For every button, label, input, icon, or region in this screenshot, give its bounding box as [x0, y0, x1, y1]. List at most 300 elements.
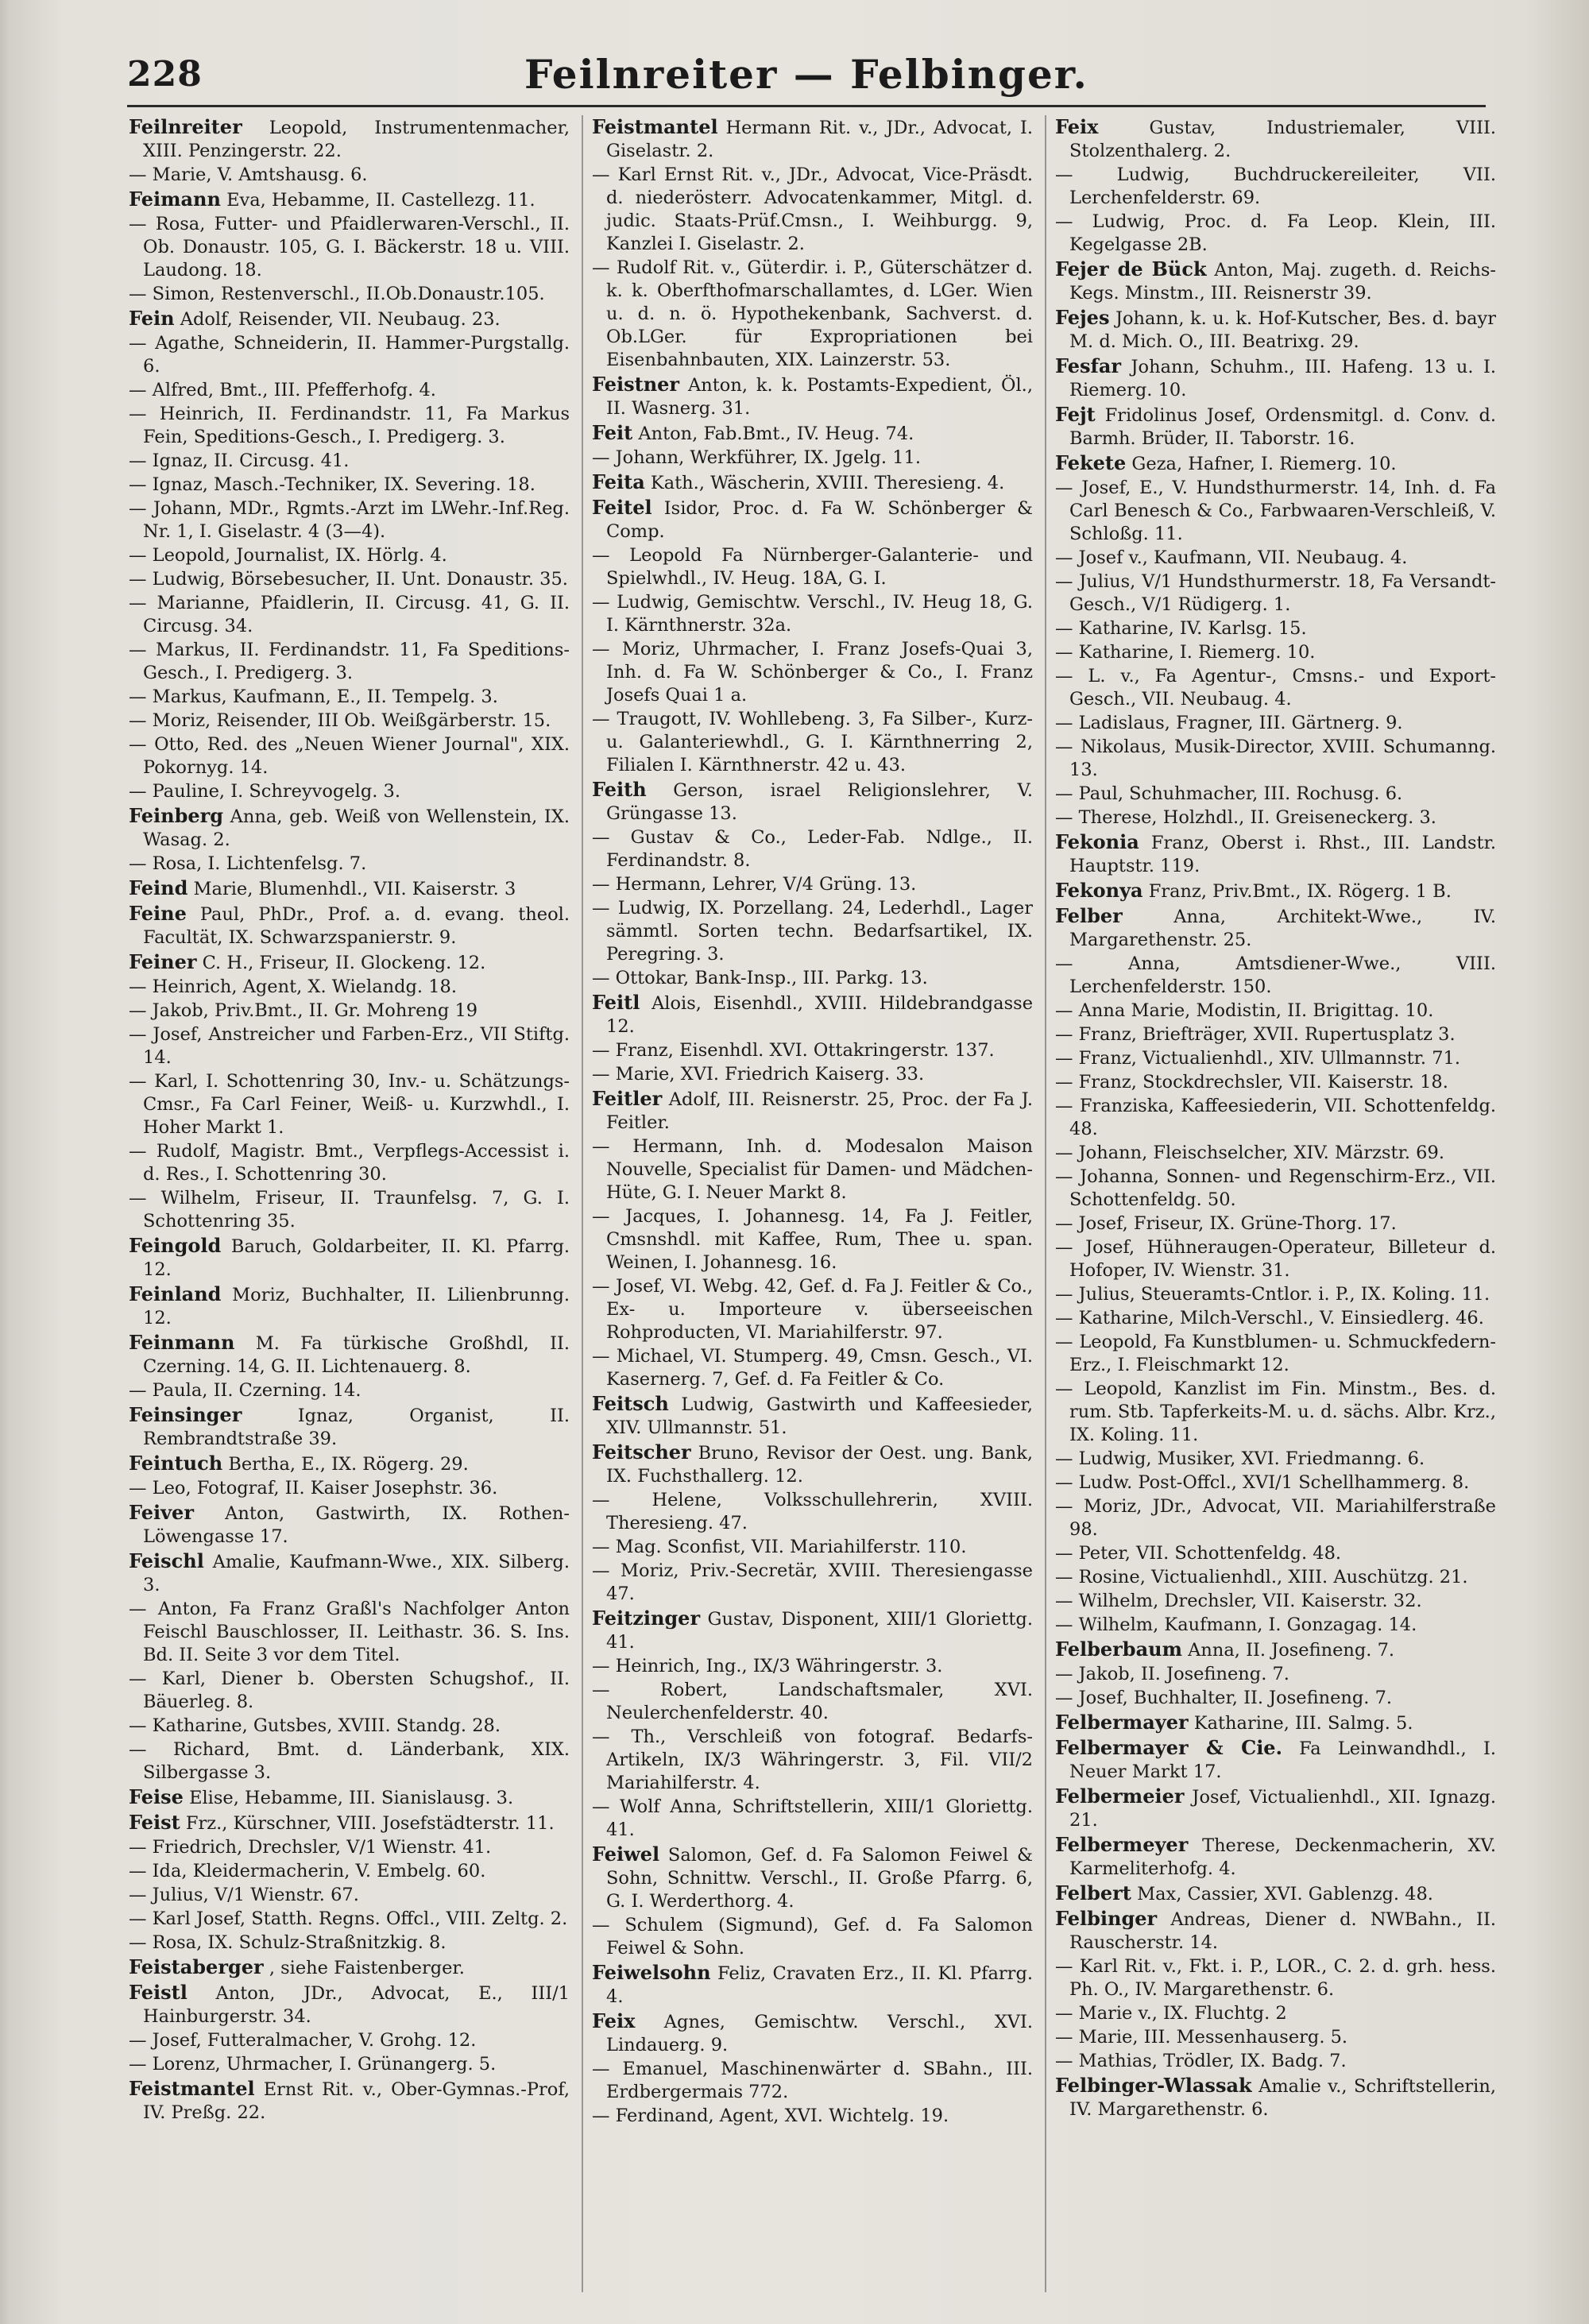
entry-text: Amalie v., Schriftstellerin, IV. Margarethenstr. 6. — [1069, 2076, 1496, 2120]
directory-entry — [1055, 879, 1496, 903]
directory-subentry — [129, 1908, 570, 1931]
directory-subentry — [129, 403, 570, 449]
entry-text: Salomon, Gef. d. Fa Salomon Feiwel & Sohn, Schnittw. Verschl., II. Große Pfarrg. 6, G. I. Werderthorg. 4. — [606, 1845, 1033, 1912]
entry-text: Gustav, Disponent, XIII/1 Gloriettg. 41. — [606, 1609, 1033, 1653]
entry-surname: Fejer de Bück — [1055, 257, 1207, 280]
entry-text: — Marie, V. Amtshausg. 6. — [129, 164, 368, 185]
directory-subentry — [129, 853, 570, 876]
entry-text: — Josef, VI. Webg. 42, Gef. d. Fa J. Feitler & Co., Ex- u. Importeure v. überseeischen Rohproducten, VI. Mariahilferstr. 97. — [592, 1276, 1033, 1343]
directory-subentry — [592, 591, 1033, 637]
entry-surname: Fejt — [1055, 403, 1096, 426]
entry-text: Johann, k. u. k. Hof-Kutscher, Bes. d. bayr M. d. Mich. O., III. Beatrixg. 29. — [1069, 308, 1496, 352]
directory-subentry — [1055, 1095, 1496, 1141]
directory-subentry — [592, 897, 1033, 966]
directory-entry — [592, 1392, 1033, 1440]
directory-subentry — [1055, 953, 1496, 999]
entry-text: — L. v., Fa Agentur-, Cmsns.- und Export-Gesch., VII. Neubaug. 4. — [1055, 666, 1496, 710]
directory-subentry — [129, 2053, 570, 2076]
directory-entry — [129, 1452, 570, 1476]
directory-entry — [592, 373, 1033, 420]
column-left — [129, 115, 570, 2292]
entry-text: M. Fa türkische Großhdl, II. Czerning. 14, G. II. Lichtenauerg. 8. — [143, 1333, 570, 1377]
entry-surname: Felbinger-Wlassak — [1055, 2074, 1252, 2097]
directory-subentry — [129, 1598, 570, 1667]
entry-text: Josef, Victualienhdl., XII. Ignazg. 21. — [1069, 1787, 1496, 1831]
entry-text: — Paul, Schuhmacher, III. Rochusg. 6. — [1055, 783, 1403, 804]
entry-surname: Feitsch — [592, 1392, 669, 1415]
directory-subentry — [592, 1063, 1033, 1086]
directory-subentry — [1055, 2050, 1496, 2073]
entry-text: Moriz, Buchhalter, II. Lilienbrunng. 12. — [143, 1285, 570, 1328]
column-divider — [1045, 115, 1046, 2292]
directory-subentry — [592, 1655, 1033, 1678]
directory-entry — [129, 1331, 570, 1379]
entry-surname: Felbinger — [1055, 1907, 1158, 1930]
entry-text: — Jakob, II. Josefineng. 7. — [1055, 1664, 1289, 1684]
entry-text: — Josef, E., V. Hundsthurmerstr. 14, Inh. d. Fa Carl Benesch & Co., Farbwaaren-Verschleiß, V. Schloßg. 11. — [1055, 478, 1496, 544]
directory-entry — [1055, 451, 1496, 476]
directory-subentry — [129, 1140, 570, 1186]
directory-entry — [592, 470, 1033, 495]
directory-subentry — [1055, 1236, 1496, 1282]
directory-subentry — [1055, 2002, 1496, 2025]
entry-text: — Jacques, I. Johannesg. 14, Fa J. Feitler, Cmsnshdl. mit Kaffee, Rum, Thee u. span. Weinen, I. Johannesg. 16. — [592, 1206, 1033, 1273]
entry-text: Kath., Wäscherin, XVIII. Theresieng. 4. — [650, 473, 1005, 493]
entry-text: — Marie, XVI. Friedrich Kaiserg. 33. — [592, 1064, 925, 1085]
entry-text: Feliz, Cravaten Erz., II. Kl. Pfarrg. 4. — [606, 1963, 1033, 2007]
running-head: Feilnreiter — Felbinger. — [524, 51, 1088, 98]
directory-subentry — [592, 164, 1033, 256]
entry-text: Johann, Schuhm., III. Hafeng. 13 u. I. Riemerg. 10. — [1069, 357, 1496, 400]
entry-text: — Karl, Diener b. Obersten Schugshof., II. Bäuerleg. 8. — [129, 1669, 570, 1712]
entry-text: — Lorenz, Uhrmacher, I. Grünangerg. 5. — [129, 2054, 497, 2075]
entry-text: C. H., Friseur, II. Glockeng. 12. — [202, 953, 486, 973]
directory-subentry — [592, 873, 1033, 896]
entry-text: Fridolinus Josef, Ordensmitgl. d. Conv. d. Barmh. Brüder, II. Taborstr. 16. — [1069, 405, 1496, 449]
directory-subentry — [129, 733, 570, 779]
entry-text: Fa Leinwandhdl., I. Neuer Markt 17. — [1069, 1738, 1496, 1782]
directory-entry — [129, 1403, 570, 1451]
directory-entry — [592, 1607, 1033, 1654]
entry-surname: Feinberg — [129, 804, 224, 827]
directory-entry — [129, 1811, 570, 1835]
directory-subentry — [1055, 1687, 1496, 1710]
directory-subentry — [592, 1560, 1033, 1606]
entry-surname: Felbert — [1055, 1881, 1131, 1904]
directory-subentry — [129, 1932, 570, 1955]
entry-surname: Feiver — [129, 1501, 194, 1524]
directory-entry — [129, 876, 570, 901]
directory-subentry — [129, 568, 570, 591]
directory-subentry — [592, 1345, 1033, 1391]
directory-subentry — [1055, 1000, 1496, 1023]
directory-subentry — [592, 1489, 1033, 1535]
entry-text: — Karl Josef, Statth. Regns. Offcl., VIII. Zeltg. 2. — [129, 1908, 568, 1929]
entry-text: — Therese, Holzhdl., II. Greiseneckerg. 3. — [1055, 807, 1436, 828]
entry-text: — Jakob, Priv.Bmt., II. Gr. Mohreng 19 — [129, 1000, 478, 1021]
entry-text: Bruno, Revisor der Oest. ung. Bank, IX. Fuchsthallerg. 12. — [606, 1443, 1033, 1487]
entry-text: Therese, Deckenmacherin, XV. Karmeliterhofg. 4. — [1069, 1835, 1496, 1879]
directory-entry — [1055, 1833, 1496, 1881]
directory-entry — [1055, 1638, 1496, 1662]
directory-subentry — [1055, 641, 1496, 664]
entry-text: — Paula, II. Czerning. 14. — [129, 1380, 361, 1401]
entry-text: — Leopold, Journalist, IX. Hörlg. 4. — [129, 545, 447, 566]
entry-text: Anton, Gastwirth, IX. Rothen-Löwengasse 17. — [143, 1503, 570, 1547]
entry-text: Alois, Eisenhdl., XVIII. Hildebrandgasse 12. — [606, 993, 1033, 1037]
directory-entry — [129, 307, 570, 331]
entry-text: — Schulem (Sigmund), Gef. d. Fa Salomon Feiwel & Sohn. — [592, 1915, 1033, 1959]
directory-subentry — [592, 257, 1033, 372]
entry-text: — Mathias, Trödler, IX. Badg. 7. — [1055, 2051, 1347, 2071]
directory-subentry — [129, 2029, 570, 2052]
directory-entry — [129, 1282, 570, 1330]
entry-text: Leopold, Instrumentenmacher, XIII. Penzingerstr. 22. — [143, 118, 570, 161]
directory-subentry — [592, 2058, 1033, 2104]
entry-text: — Rosine, Victualienhdl., XIII. Auschützg. 21. — [1055, 1567, 1468, 1587]
entry-text: — Moriz, Priv.-Secretär, XVIII. Theresiengasse 47. — [592, 1560, 1033, 1604]
entry-text: — Agathe, Schneiderin, II. Hammer-Purgstallg. 6. — [129, 333, 570, 377]
directory-entry — [129, 1785, 570, 1810]
directory-subentry — [129, 497, 570, 543]
entry-surname: Feinsinger — [129, 1403, 242, 1426]
directory-subentry — [129, 450, 570, 473]
entry-text: — Mag. Sconfist, VII. Mariahilferstr. 110. — [592, 1537, 967, 1557]
directory-subentry — [129, 710, 570, 733]
entry-text: — Julius, V/1 Wienstr. 67. — [129, 1885, 359, 1905]
entry-text: — Th., Verschleiß von fotograf. Bedarfs-Artikeln, IX/3 Währingerstr. 3, Fil. VII/2 Mariahilferstr. 4. — [592, 1727, 1033, 1793]
entry-text: Anton, JDr., Advocat, E., III/1 Hainburgerstr. 34. — [143, 1983, 570, 2027]
directory-subentry — [1055, 736, 1496, 782]
entry-text: — Richard, Bmt. d. Länderbank, XIX. Silbergasse 3. — [129, 1739, 570, 1783]
entry-text: — Julius, Steueramts-Cntlor. i. P., IX. Koling. 11. — [1055, 1284, 1490, 1305]
entry-text: — Anna Marie, Modistin, II. Brigittag. 10. — [1055, 1000, 1434, 1021]
column-divider — [582, 115, 583, 2292]
directory-entry — [1055, 1881, 1496, 1906]
entry-surname: Feischl — [129, 1549, 204, 1572]
directory-entry — [1055, 1785, 1496, 1832]
entry-text: Baruch, Goldarbeiter, II. Kl. Pfarrg. 12. — [143, 1236, 570, 1280]
directory-subentry — [1055, 1566, 1496, 1589]
entry-surname: Felbermayer — [1055, 1711, 1189, 1734]
entry-text: — Peter, VII. Schottenfeldg. 48. — [1055, 1543, 1342, 1564]
directory-entry — [592, 1843, 1033, 1913]
entry-text: — Ida, Kleidermacherin, V. Embelg. 60. — [129, 1861, 486, 1881]
entry-text: — Gustav & Co., Leder-Fab. Ndlge., II. Ferdinandstr. 8. — [592, 827, 1033, 871]
entry-text: — Rosa, IX. Schulz-Straßnitzkig. 8. — [129, 1932, 447, 1953]
directory-subentry — [129, 639, 570, 685]
entry-text: Ludwig, Gastwirth und Kaffeesieder, XIV. Ullmannstr. 51. — [606, 1394, 1033, 1438]
entry-surname: Feintuch — [129, 1452, 223, 1475]
entry-text: — Josef, Hühneraugen-Operateur, Billeteur d. Hofoper, IV. Wienstr. 31. — [1055, 1237, 1496, 1281]
directory-entry — [1055, 1907, 1496, 1955]
directory-subentry — [1055, 164, 1496, 210]
directory-subentry — [129, 1023, 570, 1069]
directory-entry — [1055, 115, 1496, 163]
entry-text: Ignaz, Organist, II. Rembrandtstraße 39. — [143, 1406, 570, 1449]
directory-entry — [129, 1234, 570, 1282]
entry-surname: Felbermeyer — [1055, 1833, 1189, 1856]
directory-subentry — [1055, 1212, 1496, 1235]
entry-surname: Feimann — [129, 188, 221, 211]
entry-text: — Johann, Fleischselcher, XIV. Märzstr. 69. — [1055, 1143, 1444, 1163]
entry-text: — Leo, Fotograf, II. Kaiser Josephstr. 36. — [129, 1478, 498, 1498]
directory-subentry — [1055, 1166, 1496, 1212]
directory-subentry — [592, 1135, 1033, 1205]
entry-text: — Johann, MDr., Rgmts.-Arzt im LWehr.-Inf.Reg. Nr. 1, I. Giselastr. 4 (3—4). — [129, 498, 570, 542]
entry-text: — Moriz, JDr., Advocat, VII. Mariahilferstraße 98. — [1055, 1496, 1496, 1540]
entry-text: , siehe Faistenberger. — [269, 1958, 465, 1978]
entry-text: — Josef v., Kaufmann, VII. Neubaug. 4. — [1055, 547, 1408, 568]
directory-subentry — [1055, 1023, 1496, 1046]
directory-subentry — [592, 826, 1033, 872]
directory-subentry — [129, 283, 570, 306]
entry-surname: Feix — [1055, 115, 1099, 138]
entry-surname: Feith — [592, 778, 647, 801]
directory-entry — [129, 115, 570, 163]
entry-text: — Leopold, Fa Kunstblumen- u. Schmuckfedern-Erz., I. Fleischmarkt 12. — [1055, 1332, 1496, 1375]
entry-surname: Felber — [1055, 904, 1123, 927]
directory-entry — [129, 1549, 570, 1597]
directory-entry — [1055, 904, 1496, 952]
directory-subentry — [592, 544, 1033, 590]
entry-text: — Franziska, Kaffeesiederin, VII. Schottenfeldg. 48. — [1055, 1096, 1496, 1139]
column-middle — [592, 115, 1033, 2292]
directory-subentry — [129, 1187, 570, 1233]
entry-text: — Johann, Werkführer, IX. Jgelg. 11. — [592, 447, 922, 468]
directory-subentry — [1055, 1542, 1496, 1565]
entry-text: — Emanuel, Maschinenwärter d. SBahn., III. Erdbergermais 772. — [592, 2059, 1033, 2102]
entry-surname: Feix — [592, 2009, 636, 2032]
entry-text: — Friedrich, Drechsler, V/1 Wienstr. 41. — [129, 1837, 492, 1858]
directory-subentry — [1055, 1471, 1496, 1495]
entry-text: Anna, Architekt-Wwe., IV. Margarethenstr. 25. — [1069, 907, 1496, 950]
entry-text: — Robert, Landschaftsmaler, XVI. Neulerchenfelderstr. 40. — [592, 1680, 1033, 1723]
directory-subentry — [592, 708, 1033, 777]
entry-text: — Hermann, Lehrer, V/4 Grüng. 13. — [592, 874, 917, 895]
entry-surname: Fekonia — [1055, 830, 1139, 853]
entry-text: — Michael, VI. Stumperg. 49, Cmsn. Gesch., VI. Kasernerg. 7, Gef. d. Fa Feitler & Co. — [592, 1346, 1033, 1390]
entry-surname: Felbermayer & Cie. — [1055, 1736, 1282, 1759]
directory-subentry — [1055, 1047, 1496, 1070]
entry-text: — Wolf Anna, Schriftstellerin, XIII/1 Gloriettg. 41. — [592, 1796, 1033, 1840]
directory-subentry — [592, 638, 1033, 707]
entry-surname: Feistaberger — [129, 1955, 264, 1978]
entry-text: — Ferdinand, Agent, XVI. Wichtelg. 19. — [592, 2106, 949, 2126]
directory-entry — [1055, 306, 1496, 354]
directory-subentry — [129, 213, 570, 282]
directory-subentry — [129, 1070, 570, 1139]
entry-surname: Feinland — [129, 1282, 222, 1305]
entry-surname: Felberbaum — [1055, 1638, 1182, 1661]
entry-text: Adolf, III. Reisnerstr. 25, Proc. der Fa J. Feitler. — [606, 1089, 1033, 1133]
directory-subentry — [1055, 1955, 1496, 2001]
entry-surname: Feingold — [129, 1234, 222, 1257]
entry-text: Marie, Blumenhdl., VII. Kaiserstr. 3 — [193, 879, 516, 899]
entry-text: Franz, Oberst i. Rhst., III. Landstr. Hauptstr. 119. — [1069, 833, 1496, 876]
page-number: 228 — [127, 54, 203, 95]
entry-text: Andreas, Diener d. NWBahn., II. Rauscherstr. 14. — [1069, 1909, 1496, 1953]
directory-entry — [592, 1087, 1033, 1135]
directory-subentry — [129, 1715, 570, 1738]
entry-text: — Nikolaus, Musik-Director, XVIII. Schumanng. 13. — [1055, 737, 1496, 780]
directory-subentry — [129, 164, 570, 187]
entry-text: Frz., Kürschner, VIII. Josefstädterstr. 11. — [185, 1813, 555, 1834]
directory-entry — [129, 2077, 570, 2125]
directory-subentry — [129, 1379, 570, 1402]
directory-entry — [592, 1440, 1033, 1488]
directory-subentry — [1055, 712, 1496, 735]
directory-subentry — [1055, 1495, 1496, 1541]
entry-text: Eva, Hebamme, II. Castellezg. 11. — [226, 190, 535, 211]
directory-entry — [592, 2009, 1033, 2057]
entry-text: — Franz, Briefträger, XVII. Rupertusplatz 3. — [1055, 1024, 1456, 1045]
entry-text: — Josef, Anstreicher und Farben-Erz., VII Stiftg. 14. — [129, 1024, 570, 1068]
entry-text: — Otto, Red. des „Neuen Wiener Journal", XIX. Pokornyg. 14. — [129, 734, 570, 778]
entry-text: Anna, II. Josefineng. 7. — [1188, 1640, 1395, 1661]
directory-subentry — [129, 1477, 570, 1500]
directory-subentry — [592, 1679, 1033, 1725]
directory-subentry — [1055, 665, 1496, 711]
entry-text: — Simon, Restenverschl., II.Ob.Donaustr.105. — [129, 284, 545, 304]
directory-entry — [129, 1501, 570, 1549]
directory-entry — [129, 804, 570, 852]
entry-text: — Heinrich, Agent, X. Wielandg. 18. — [129, 976, 457, 997]
directory-subentry — [1055, 1663, 1496, 1686]
entry-text: — Traugott, IV. Wohllebeng. 3, Fa Silber-, Kurz- u. Galanteriewhdl., G. I. Kärnthnerring 2, Filialen I. Kärnthnerstr. 42 u. 43. — [592, 709, 1033, 775]
entry-text: — Leopold, Kanzlist im Fin. Minstm., Bes. d. rum. Stb. Tapferkeits-M. u. d. sächs. Albr. Krz., IX. Koling. 11. — [1055, 1379, 1496, 1445]
directory-subentry — [1055, 1590, 1496, 1613]
directory-subentry — [1055, 1071, 1496, 1094]
entry-text: Paul, PhDr., Prof. a. d. evang. theol. Facultät, IX. Schwarzspanierstr. 9. — [143, 904, 570, 948]
entry-text: Anton, k. k. Postamts-Expedient, Öl., II. Wasnerg. 31. — [606, 375, 1033, 419]
directory-subentry — [129, 379, 570, 402]
directory-entry — [592, 421, 1033, 446]
entry-text: — Karl Rit. v., Fkt. i. P., LOR., C. 2. d. grh. hess. Ph. O., IV. Margarethenstr. 6. — [1055, 1956, 1496, 2000]
directory-entry — [1055, 257, 1496, 305]
directory-subentry — [1055, 2026, 1496, 2049]
entry-text: Isidor, Proc. d. Fa W. Schönberger & Comp. — [606, 498, 1033, 542]
entry-text: — Heinrich, Ing., IX/3 Währingerstr. 3. — [592, 1656, 943, 1676]
entry-surname: Feita — [592, 470, 645, 493]
entry-text: — Moriz, Uhrmacher, I. Franz Josefs-Quai 3, Inh. d. Fa W. Schönberger & Co., I. Franz Josefs Quai 1 a. — [592, 639, 1033, 706]
entry-text: — Josef, Friseur, IX. Grüne-Thorg. 17. — [1055, 1213, 1397, 1234]
page-header — [127, 46, 1486, 110]
entry-surname: Feitler — [592, 1087, 663, 1110]
directory-subentry — [129, 474, 570, 497]
entry-text: Anton, Maj. zugeth. d. Reichs-Kegs. Minstm., III. Reisnerstr 39. — [1069, 260, 1496, 304]
entry-text: — Ladislaus, Fragner, III. Gärtnerg. 9. — [1055, 713, 1403, 733]
directory-subentry — [1055, 477, 1496, 546]
directory-subentry — [129, 1884, 570, 1907]
directory-entry — [1055, 830, 1496, 878]
entry-text: — Rosa, I. Lichtenfelsg. 7. — [129, 853, 367, 874]
directory-subentry — [1055, 570, 1496, 617]
directory-subentry — [129, 544, 570, 567]
entry-text: Franz, Priv.Bmt., IX. Rögerg. 1 B. — [1148, 881, 1452, 902]
entry-surname: Feit — [592, 421, 633, 444]
entry-text: — Josef, Buchhalter, II. Josefineng. 7. — [1055, 1688, 1393, 1708]
directory-subentry — [592, 447, 1033, 470]
directory-subentry — [129, 1836, 570, 1859]
entry-text: Anna, geb. Weiß von Wellenstein, IX. Wasag. 2. — [143, 806, 570, 850]
entry-surname: Feilnreiter — [129, 115, 242, 138]
entry-text: Adolf, Reisender, VII. Neubaug. 23. — [180, 309, 501, 330]
entry-text: — Markus, Kaufmann, E., II. Tempelg. 3. — [129, 686, 498, 707]
directory-entry — [592, 991, 1033, 1038]
entry-surname: Feise — [129, 1785, 184, 1808]
entry-text: — Ignaz, Masch.-Techniker, IX. Severing. 18. — [129, 474, 535, 495]
directory-subentry — [592, 1039, 1033, 1062]
directory-subentry — [1055, 211, 1496, 257]
entry-surname: Feiner — [129, 950, 197, 973]
entry-text: — Josef, Futteralmacher, V. Grohg. 12. — [129, 2030, 477, 2051]
column-right — [1055, 115, 1496, 2292]
directory-subentry — [129, 686, 570, 709]
entry-text: — Rudolf Rit. v., Güterdir. i. P., Güterschätzer d. k. k. Oberfthofmarschallamtes, d. LGer. Wien u. d. n. ö. Hypothekenbank, Sachverst. d. Ob.LGer. für Expropriationen bei Eisenbahnbauten, XIX. Lainzerstr. 53. — [592, 257, 1033, 370]
entry-text: Anton, Fab.Bmt., IV. Heug. 74. — [638, 423, 914, 444]
entry-text: — Ludwig, IX. Porzellang. 24, Lederhdl., Lager sämmtl. Sorten techn. Bedarfsartikel, IX. Peregring. 3. — [592, 898, 1033, 965]
directory-subentry — [592, 967, 1033, 990]
directory-subentry — [1055, 783, 1496, 806]
entry-text: — Ludwig, Buchdruckereileiter, VII. Lerchenfelderstr. 69. — [1055, 164, 1496, 208]
entry-text: — Franz, Victualienhdl., XIV. Ullmannstr. 71. — [1055, 1048, 1460, 1069]
entry-surname: Feine — [129, 902, 187, 925]
directory-subentry — [1055, 1614, 1496, 1637]
entry-text: — Pauline, I. Schreyvogelg. 3. — [129, 781, 401, 802]
entry-text: — Marie v., IX. Fluchtg. 2 — [1055, 2003, 1287, 2024]
entry-text: Amalie, Kaufmann-Wwe., XIX. Silberg. 3. — [143, 1552, 570, 1595]
entry-text: — Heinrich, II. Ferdinandstr. 11, Fa Markus Fein, Speditions-Gesch., I. Predigerg. 3. — [129, 404, 570, 447]
directory-entry — [129, 1981, 570, 2028]
entry-text: — Franz, Eisenhdl. XVI. Ottakringerstr. 137. — [592, 1040, 995, 1061]
entry-text: — Katharine, Gutsbes, XVIII. Standg. 28. — [129, 1715, 501, 1736]
directory-subentry — [1055, 1307, 1496, 1330]
directory-subentry — [592, 1796, 1033, 1842]
directory-subentry — [1055, 547, 1496, 570]
directory-entry — [1055, 1711, 1496, 1735]
directory-subentry — [129, 780, 570, 803]
entry-surname: Fekonya — [1055, 879, 1143, 902]
entry-text: — Ludw. Post-Offcl., XVI/1 Schellhammerg. 8. — [1055, 1472, 1470, 1493]
entry-text: — Karl Ernst Rit. v., JDr., Advocat, Vice-Präsdt. d. niederösterr. Advocatenkammer, Mitgl. d. judic. Staats-Prüf.Cmsn., I. Weihburgg. 9, Kanzlei I. Giselastr. 2. — [592, 164, 1033, 254]
entry-text: — Ludwig, Musiker, XVI. Friedmanng. 6. — [1055, 1448, 1425, 1469]
entry-text: — Anton, Fa Franz Graßl's Nachfolger Anton Feischl Bauschlosser, II. Leithastr. 36. S. Ins. Bd. II. Seite 3 vor dem Titel. — [129, 1599, 570, 1665]
entry-text: Katharine, III. Salmg. 5. — [1193, 1713, 1413, 1734]
entry-text: — Katharine, IV. Karlsg. 15. — [1055, 618, 1307, 639]
entry-text: — Alfred, Bmt., III. Pfefferhofg. 4. — [129, 380, 436, 400]
entry-text: Gustav, Industriemaler, VIII. Stolzenthalerg. 2. — [1069, 118, 1496, 161]
directory-subentry — [129, 1738, 570, 1785]
entry-text: — Anna, Amtsdiener-Wwe., VIII. Lerchenfelderstr. 150. — [1055, 953, 1496, 997]
directory-subentry — [129, 332, 570, 378]
entry-surname: Feiwelsohn — [592, 1961, 711, 1984]
entry-text: Hermann Rit. v., JDr., Advocat, I. Giselastr. 2. — [606, 118, 1033, 161]
directory-subentry — [1055, 1142, 1496, 1165]
entry-surname: Feistner — [592, 373, 680, 396]
entry-text: Bertha, E., IX. Rögerg. 29. — [228, 1454, 469, 1475]
directory-subentry — [1055, 1283, 1496, 1306]
entry-surname: Feistmantel — [592, 115, 718, 138]
entry-surname: Feitl — [592, 991, 640, 1014]
entry-text: — Helene, Volksschullehrerin, XVIII. Theresieng. 47. — [592, 1490, 1033, 1533]
directory-subentry — [129, 1860, 570, 1883]
directory-entry — [1055, 2074, 1496, 2121]
entry-surname: Feistl — [129, 1981, 188, 2004]
entry-surname: Fekete — [1055, 451, 1127, 474]
directory-entry — [129, 188, 570, 212]
directory-subentry — [1055, 1448, 1496, 1471]
